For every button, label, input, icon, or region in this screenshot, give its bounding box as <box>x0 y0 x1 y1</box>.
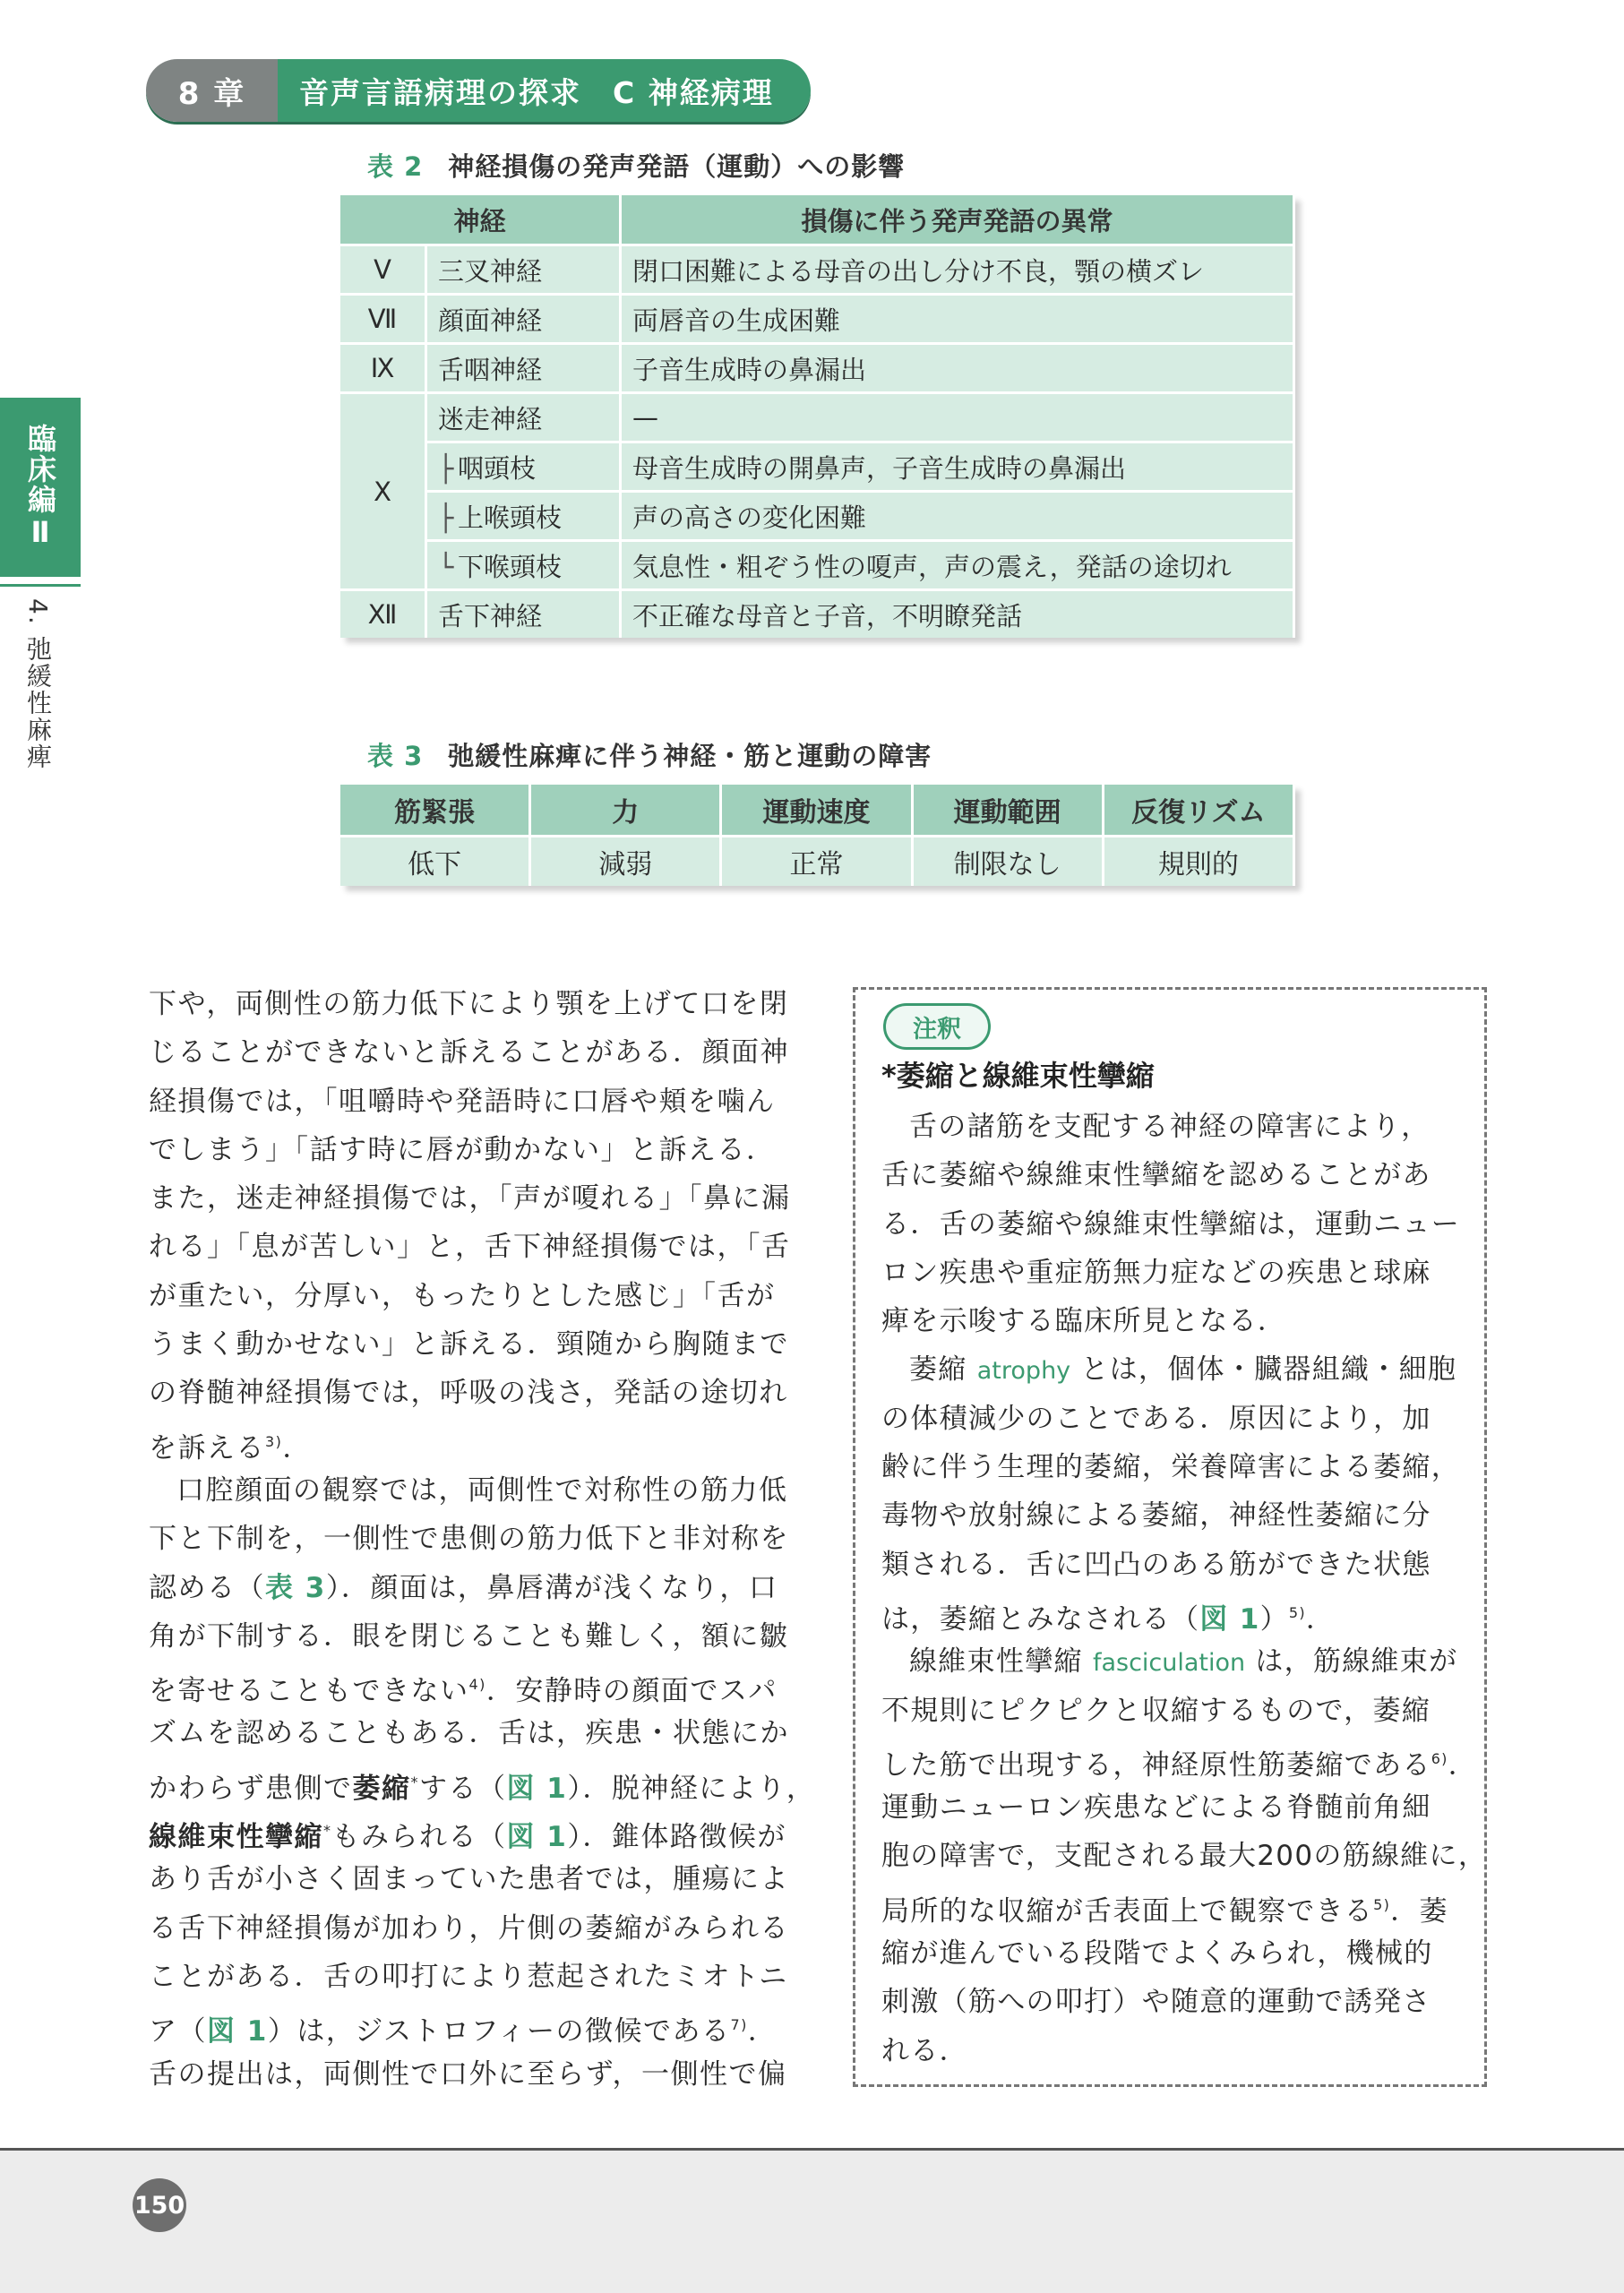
table-reference-link[interactable]: 表 3 <box>265 1571 326 1604</box>
figure-reference-link[interactable]: 図 1 <box>506 1821 568 1854</box>
note-line <box>881 1345 1473 1394</box>
table2-label: 表 2 <box>367 151 424 182</box>
body-line <box>149 1661 786 1709</box>
table3-header: 運動速度 <box>722 785 913 835</box>
english-term: atrophy <box>976 1357 1071 1386</box>
note-line: の体積減少のことである．原因により，加 <box>881 1402 1431 1435</box>
term-fasciculation: 線維束性攣縮 <box>149 1821 323 1854</box>
english-term: fasciculation <box>1092 1649 1246 1678</box>
body-text-run: ア（ <box>149 2015 207 2048</box>
nerve-name: 三叉神経 <box>427 244 622 293</box>
body-text-run: ）は，ジストロフィーの徴候である <box>267 2015 731 2048</box>
nerve-branch <box>427 539 622 588</box>
note-text <box>881 1103 1488 2075</box>
table3-header: 筋緊張 <box>340 785 531 835</box>
body-line: 口腔顔面の観察では，両側性で対称性の筋力低 <box>176 1473 788 1507</box>
note-text-run: 局所的な収縮が舌表面上で観察できる <box>881 1894 1374 1928</box>
table2-header-effect: 損傷に伴う発声発語の異常 <box>622 195 1295 244</box>
note-line <box>881 1881 1473 1929</box>
figure-reference-link[interactable]: 図 1 <box>1199 1602 1260 1636</box>
table3-cell: 制限なし <box>914 835 1104 886</box>
note-text-run: ． <box>1305 1602 1336 1636</box>
table2 <box>340 195 1295 638</box>
note-line: る．舌の萎縮や線維束性攣縮は，運動ニュー <box>881 1207 1460 1241</box>
table-row <box>340 342 1295 391</box>
body-line: 舌の提出は，両側性で口外に至らず，一側性で偏 <box>149 2057 787 2091</box>
nerve-number: Ⅹ <box>340 391 427 588</box>
term-atrophy: 萎縮 <box>352 1772 411 1805</box>
body-line: る舌下神経損傷が加わり，片側の萎縮がみられる <box>149 1911 789 1945</box>
citation: 6) <box>1431 1749 1448 1767</box>
citation: 4) <box>468 1676 486 1694</box>
note-line: 縮が進んでいる段階でよくみられ，機械的 <box>881 1937 1433 1971</box>
table-row <box>340 391 1295 441</box>
nerve-effect: 閉口困難による母音の出し分け不良，顎の横ズレ <box>622 244 1295 293</box>
body-text-run: を寄せることもできない <box>149 1675 469 1708</box>
footer-divider <box>0 2148 1624 2151</box>
nerve-effect: 母音生成時の開鼻声，子音生成時の鼻漏出 <box>622 441 1295 490</box>
note-line: 刺激（筋への叩打）や随意的運動で誘発さ <box>881 1986 1431 2019</box>
side-tab <box>0 398 81 577</box>
table3-cell: 低下 <box>340 835 531 886</box>
note-line: 不規則にピクピクと収縮するもので，萎縮 <box>881 1694 1431 1727</box>
figure-reference-link[interactable]: 図 1 <box>506 1772 568 1805</box>
citation: 5) <box>1288 1603 1306 1621</box>
note-line: 舌に萎縮や線維束性攣縮を認めることがあ <box>881 1159 1431 1192</box>
note-line <box>881 1589 1473 1637</box>
table3-header: 運動範囲 <box>914 785 1104 835</box>
nerve-number: Ⅸ <box>340 342 427 391</box>
citation: 5) <box>1373 1895 1391 1913</box>
table2-title: 神経損傷の発声発語（運動）への影響 <box>448 151 906 182</box>
table3-title: 弛緩性麻痺に伴う神経・筋と運動の障害 <box>448 741 932 771</box>
body-line: うまく動かせない」と訴える．頸随から胸随まで <box>149 1328 789 1361</box>
body-text-run: ）．脱神経により， <box>567 1772 816 1805</box>
note-text-run: ． <box>1448 1748 1478 1782</box>
body-line: れる」「息が苦しい」と，舌下神経損傷では，「舌 <box>149 1231 791 1264</box>
figure-reference-link[interactable]: 図 1 <box>207 2015 268 2048</box>
body-line: が重たい，分厚い，もったりとした感じ」「舌が <box>149 1279 776 1312</box>
note-line: 舌の諸筋を支配する神経の障害により， <box>909 1111 1431 1143</box>
nerve-number: Ⅴ <box>340 244 427 293</box>
table-row <box>340 244 1295 293</box>
table-row <box>340 441 1295 490</box>
note-text-run: した筋で出現する，神経原性筋萎縮である <box>881 1748 1431 1782</box>
body-line: でしまう」「話す時に唇が動かない」と訴える． <box>149 1133 776 1166</box>
note-line <box>881 1735 1478 1783</box>
note-text-run: ） <box>1259 1602 1289 1636</box>
nerve-effect: 両唇音の生成困難 <box>622 293 1295 342</box>
side-section-label: 4. 弛緩性麻痺 <box>23 598 53 770</box>
page-number: 150 <box>133 2178 186 2232</box>
note-text-run: とは，個体・臓器組織・細胞 <box>1080 1353 1457 1387</box>
note-line: 毒物や放射線による萎縮，神経性萎縮に分 <box>881 1499 1431 1533</box>
body-text-run: する（ <box>419 1772 507 1805</box>
tree-connector: └ <box>438 551 454 582</box>
nerve-effect: 声の高さの変化困難 <box>622 490 1295 539</box>
body-text-run: もみられる（ <box>331 1821 507 1854</box>
citation: 7) <box>730 2016 748 2034</box>
body-line <box>149 1418 786 1466</box>
table3 <box>340 785 1295 886</box>
table-row <box>340 835 1295 886</box>
nerve-branch-name: 下喉頭枝 <box>458 551 563 582</box>
body-line <box>149 1807 786 1855</box>
nerve-branch-name: 上喉頭枝 <box>458 502 563 533</box>
table2-header-nerve: 神経 <box>340 195 622 244</box>
body-line: 下や，両側性の筋力低下により顎を上げて口を閉 <box>149 988 789 1020</box>
table3-cell: 減弱 <box>531 835 722 886</box>
body-line: 経損傷では，「咀嚼時や発語時に口唇や頬を噛ん <box>149 1085 776 1118</box>
table3-header-row <box>340 785 1295 835</box>
note-line: 痺を示唆する臨床所見となる． <box>881 1305 1287 1338</box>
body-line: ズムを認めることもある．舌は，疾患・状態にか <box>149 1717 789 1750</box>
table-row <box>340 539 1295 588</box>
table3-cell: 正常 <box>722 835 913 886</box>
note-line: 齢に伴う生理的萎縮，栄養障害による萎縮， <box>881 1451 1460 1484</box>
body-line <box>149 1564 786 1612</box>
body-line: あり舌が小さく固まっていた患者では，腫瘍によ <box>149 1863 789 1896</box>
nerve-name: 舌下神経 <box>427 588 622 638</box>
note-text-run: は，萎縮とみなされる（ <box>881 1602 1200 1636</box>
nerve-effect: 不正確な母音と子音，不明瞭発話 <box>622 588 1295 638</box>
body-text-run: ．安静時の顔面でスパ <box>485 1675 778 1708</box>
citation: 3) <box>265 1432 283 1450</box>
table-row <box>340 588 1295 638</box>
note-line: 類される．舌に凹凸のある筋ができた状態 <box>881 1548 1431 1581</box>
body-line <box>149 2001 786 2049</box>
table2-header-row <box>340 195 1295 244</box>
note-text-run: は，筋線維束が <box>1255 1645 1458 1679</box>
body-text <box>149 980 816 2099</box>
page-footer <box>0 2150 1624 2293</box>
body-text-run: ． <box>282 1431 312 1464</box>
note-text-run: 線維束性攣縮 <box>909 1645 1083 1679</box>
body-line: また，迷走神経損傷では，「声が嗄れる」「鼻に漏 <box>149 1182 791 1215</box>
table3-label: 表 3 <box>367 741 424 771</box>
nerve-name: 迷走神経 <box>427 391 622 441</box>
chapter-title: 音声言語病理の探求 C 神経病理 <box>278 59 811 122</box>
body-line: 下と下制を，一側性で患側の筋力低下と非対称を <box>149 1523 789 1556</box>
note-text-run: 萎縮 <box>909 1353 967 1387</box>
body-text-run: を訴える <box>149 1431 265 1464</box>
chapter-number: 8 章 <box>146 59 278 122</box>
tree-connector: ├ <box>438 452 454 484</box>
note-line: れる． <box>881 2034 968 2067</box>
nerve-number: Ⅻ <box>340 588 427 638</box>
nerve-effect: 子音生成時の鼻漏出 <box>622 342 1295 391</box>
nerve-name: 舌咽神経 <box>427 342 622 391</box>
body-line: ことがある．舌の叩打により惹起されたミオトニ <box>149 1960 788 1993</box>
note-line <box>881 1637 1473 1686</box>
tree-connector: ├ <box>438 502 454 533</box>
note-marker: * <box>323 1822 332 1840</box>
nerve-number: Ⅶ <box>340 293 427 342</box>
body-text-run: ． <box>747 2015 778 2048</box>
table-row <box>340 293 1295 342</box>
body-line: 角が下制する．眼を閉じることも難しく，額に皺 <box>149 1619 789 1653</box>
side-tab-label: 臨床編Ⅱ <box>23 424 57 551</box>
table3-cell: 規則的 <box>1104 835 1295 886</box>
body-text-run: ）．顔面は，鼻唇溝が浅くなり，口 <box>325 1571 778 1604</box>
nerve-branch <box>427 490 622 539</box>
note-marker: * <box>410 1773 419 1791</box>
note-line: 胞の障害で，支配される最大200の筋線維に， <box>881 1840 1488 1873</box>
chapter-header <box>146 59 811 122</box>
body-text-run: 認める（ <box>149 1571 265 1604</box>
nerve-name: 顔面神経 <box>427 293 622 342</box>
body-line: の脊髄神経損傷では，呼吸の浅さ，発話の途切れ <box>149 1377 788 1410</box>
body-text-run: かわらず患側で <box>149 1772 353 1805</box>
nerve-effect: 気息性・粗ぞう性の嗄声，声の震え，発話の途切れ <box>622 539 1295 588</box>
body-text-run: ）．錐体路徴候が <box>567 1821 786 1854</box>
nerve-effect: — <box>622 391 1295 441</box>
body-line: じることができないと訴えることがある．顔面神 <box>149 1036 789 1069</box>
note-line: 運動ニューロン疾患などによる脊髄前角細 <box>881 1791 1431 1825</box>
table2-caption <box>367 147 905 184</box>
body-line <box>149 1758 816 1807</box>
nerve-branch-name: 咽頭枝 <box>458 452 537 484</box>
side-divider <box>0 584 81 587</box>
table3-header: 力 <box>531 785 722 835</box>
table3-caption <box>367 736 932 773</box>
note-text-run: ．萎 <box>1390 1894 1448 1928</box>
table-row <box>340 490 1295 539</box>
nerve-branch <box>427 441 622 490</box>
table3-header: 反復リズム <box>1104 785 1295 835</box>
note-heading: *萎縮と線維束性攣縮 <box>881 1059 1155 1093</box>
note-tag: 注釈 <box>883 1003 991 1050</box>
note-line: ロン疾患や重症筋無力症などの疾患と球麻 <box>881 1256 1431 1289</box>
